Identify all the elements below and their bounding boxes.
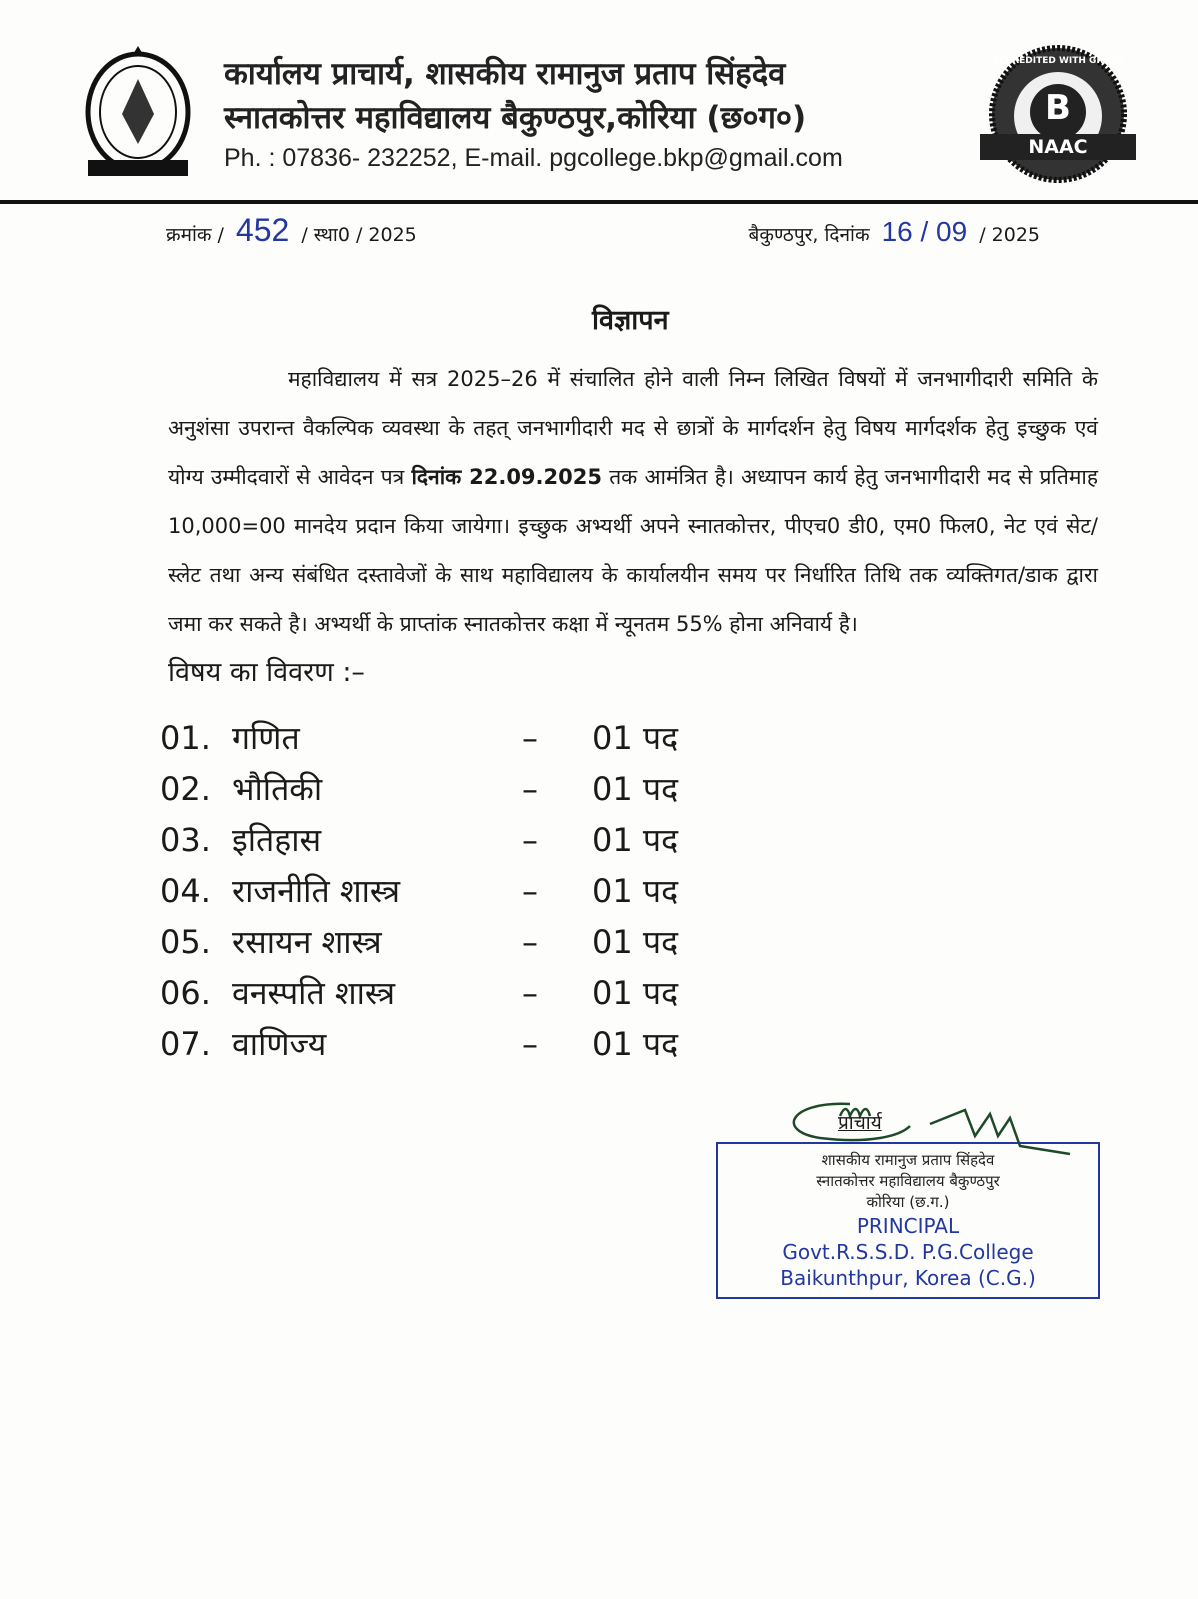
letterhead-text: [194, 54, 978, 174]
subject-item: [160, 917, 1198, 968]
designation: प्राचार्य: [838, 1112, 882, 1134]
subject-item: [160, 764, 1198, 815]
subject-dash: –: [522, 1025, 538, 1063]
date-label: बैकुण्ठपुर, दिनांक: [748, 224, 870, 246]
subjects-list: [160, 713, 1198, 1070]
subject-number: 01.: [160, 719, 211, 757]
paragraph-text-2: तक आमंत्रित है। अध्यापन कार्य हेतु जनभागीदारी मद से प्रतिमाह 10,000=00 मानदेय प्रदान किया जायेगा। इच्छुक अभ्यर्थी अपने स्नातकोत्तर, पीएच0 डी0, एम0 फिल0, नेट एवं सेट/ स्लेट तथा अन्य संबंधित दस्तावेजों के साथ महाविद्यालय के कार्यालयीन समय पर निर्धारित तिथि तक व्यक्तिगत/डाक द्वारा जमा कर सकते है। अभ्यर्थी के प्राप्तांक स्नातकोत्तर कक्षा में न्यूनतम 55% होना अनिवार्य है।: [168, 465, 1098, 636]
subject-name: वाणिज्य: [232, 1025, 327, 1063]
naac-badge: [978, 44, 1138, 184]
subject-name: वनस्पति शास्त्र: [232, 974, 396, 1012]
college-emblem-icon: [82, 44, 194, 184]
subjects-heading: विषय का विवरण :–: [168, 657, 365, 688]
subject-dash: –: [522, 974, 538, 1012]
signature-block: [716, 1110, 1100, 1299]
subject-item: [160, 968, 1198, 1019]
subject-dash: –: [522, 872, 538, 910]
date-group: [749, 216, 1040, 248]
stamp-line-1: PRINCIPAL: [856, 1214, 960, 1238]
subject-number: 04.: [160, 872, 211, 910]
subject-dash: –: [522, 719, 538, 757]
subject-posts: 01 पद: [592, 923, 679, 961]
subject-dash: –: [522, 821, 538, 859]
seal-line-3: कोरिया (छ.ग.): [866, 1193, 950, 1211]
subject-name: इतिहास: [232, 821, 322, 859]
header-line-2: स्नातकोत्तर महाविद्यालय बैकुण्ठपुर,कोरिया (छ०ग०): [224, 100, 807, 136]
subject-posts: 01 पद: [592, 974, 679, 1012]
official-seal: [716, 1142, 1100, 1299]
paragraph-text-1: महाविद्यालय में सत्र 2025–26 में संचालित होने वाली निम्न लिखित विषयों में जनभागीदारी समिति के अनुशंसा उपरान्त वैकल्पिक व्यवस्था के तहत् जनभागीदारी मद से छात्रों के मार्गदर्शन हेतु विषय मार्गदर्शक हेतु इच्छुक एवं योग्य उम्मीदवारों से आवेदन पत्र: [168, 367, 1098, 489]
subject-posts: 01 पद: [592, 821, 679, 859]
subject-number: 02.: [160, 770, 211, 808]
subject-posts: 01 पद: [592, 719, 679, 757]
subject-posts: 01 पद: [592, 770, 679, 808]
reference-group: [166, 212, 417, 249]
subject-dash: –: [522, 923, 538, 961]
reference-suffix: / स्था0 / 2025: [301, 224, 417, 246]
date-year: / 2025: [979, 224, 1040, 246]
subject-dash: –: [522, 770, 538, 808]
letterhead: [82, 44, 1138, 184]
subject-item: [160, 1019, 1198, 1070]
naac-grade: B: [1045, 88, 1071, 128]
kramank-label: क्रमांक /: [166, 224, 224, 246]
subject-name: भौतिकी: [232, 770, 323, 808]
date-day-month: 16 / 09: [881, 216, 968, 247]
subject-posts: 01 पद: [592, 872, 679, 910]
subject-number: 03.: [160, 821, 211, 859]
stamp-line-2: Govt.R.S.S.D. P.G.College: [782, 1240, 1034, 1264]
subject-item: [160, 713, 1198, 764]
body-paragraph: [168, 355, 1098, 649]
header-line-1: कार्यालय प्राचार्य, शासकीय रामानुज प्रताप सिंहदेव: [224, 56, 786, 92]
reference-row: [166, 212, 1040, 249]
subject-name: गणित: [232, 719, 300, 757]
seal-line-1: शासकीय रामानुज प्रताप सिंहदेव: [821, 1151, 995, 1169]
naac-top-text: ACCREDITED WITH GRADE: [992, 56, 1124, 66]
subject-name: रसायन शास्त्र: [232, 923, 382, 961]
stamp-line-3: Baikunthpur, Korea (C.G.): [780, 1266, 1036, 1290]
document-title: विज्ञापन: [592, 305, 669, 336]
subject-posts: 01 पद: [592, 1025, 679, 1063]
subject-number: 06.: [160, 974, 211, 1012]
seal-line-2: स्नातकोत्तर महाविद्यालय बैकुण्ठपुर: [816, 1172, 1000, 1190]
subject-item: [160, 815, 1198, 866]
subject-name: राजनीति शास्त्र: [232, 872, 401, 910]
subject-item: [160, 866, 1198, 917]
naac-label: NAAC: [1028, 136, 1088, 158]
subject-number: 05.: [160, 923, 211, 961]
reference-number: 452: [235, 212, 290, 248]
header-contact: Ph. : 07836- 232252, E-mail. pgcollege.bkp@gmail.com: [224, 144, 843, 172]
header-divider: [0, 200, 1198, 204]
subject-number: 07.: [160, 1025, 211, 1063]
deadline-date: दिनांक 22.09.2025: [411, 465, 602, 489]
